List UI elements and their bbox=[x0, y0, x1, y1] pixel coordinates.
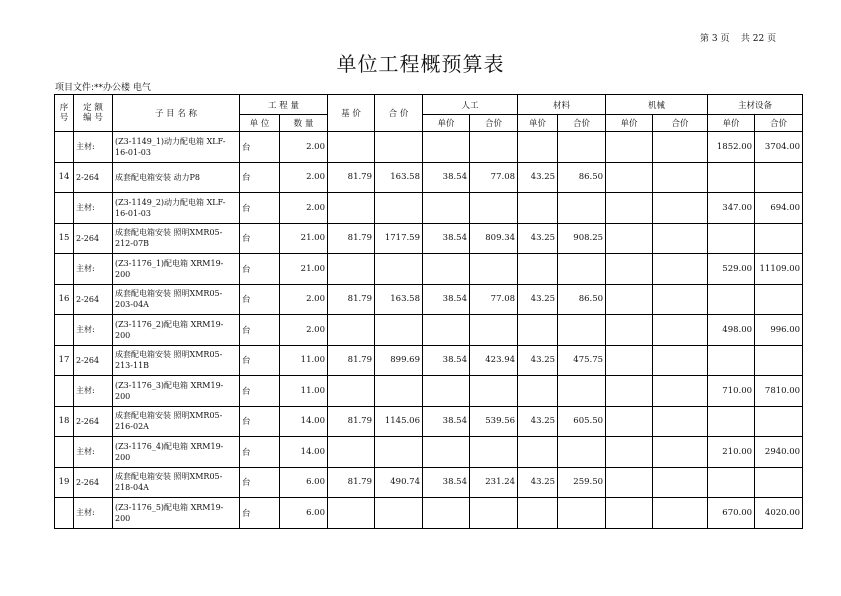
cell-total: 163.58 bbox=[375, 284, 423, 315]
cell-unit: 台 bbox=[240, 345, 280, 376]
cell-labor-total bbox=[470, 376, 518, 407]
cell-total bbox=[375, 132, 423, 163]
cell-machine-total bbox=[653, 223, 708, 254]
cell-labor-price bbox=[423, 254, 470, 285]
table-row bbox=[55, 254, 803, 285]
header-labor-total: 合价 bbox=[470, 115, 518, 132]
cell-labor-total bbox=[470, 315, 518, 346]
header-labor-price: 单价 bbox=[423, 115, 470, 132]
cell-material-total bbox=[558, 498, 606, 529]
cell-code: 主材: bbox=[74, 254, 113, 285]
cell-labor-total bbox=[470, 193, 518, 224]
cell-machine-price bbox=[606, 254, 653, 285]
cell-machine-price bbox=[606, 437, 653, 468]
cell-material-price: 43.25 bbox=[518, 162, 558, 193]
cell-labor-price: 38.54 bbox=[423, 467, 470, 498]
header-code-bottom: 编 号 bbox=[83, 113, 103, 123]
cell-labor-total: 809.34 bbox=[470, 223, 518, 254]
cell-machine-total bbox=[653, 132, 708, 163]
cell-seq: 15 bbox=[55, 223, 74, 254]
header-main-total: 合价 bbox=[755, 115, 803, 132]
cell-unit: 台 bbox=[240, 254, 280, 285]
header-labor: 人工 bbox=[423, 95, 518, 115]
cell-labor-price bbox=[423, 376, 470, 407]
cell-unit: 台 bbox=[240, 223, 280, 254]
cell-unit: 台 bbox=[240, 376, 280, 407]
cell-total: 163.58 bbox=[375, 162, 423, 193]
header-machine-total: 合价 bbox=[653, 115, 708, 132]
cell-main-price bbox=[708, 467, 755, 498]
cell-labor-price bbox=[423, 437, 470, 468]
cell-code: 主材: bbox=[74, 437, 113, 468]
cell-code: 2-264 bbox=[74, 345, 113, 376]
cell-base-price: 81.79 bbox=[328, 345, 375, 376]
header-machine-price: 单价 bbox=[606, 115, 653, 132]
cell-labor-total bbox=[470, 498, 518, 529]
header-material-total: 合价 bbox=[558, 115, 606, 132]
cell-labor-total: 231.24 bbox=[470, 467, 518, 498]
cell-machine-price bbox=[606, 162, 653, 193]
cell-material-price bbox=[518, 132, 558, 163]
cell-qty: 14.00 bbox=[280, 437, 328, 468]
cell-code: 主材: bbox=[74, 315, 113, 346]
header-code bbox=[74, 95, 113, 132]
header-material-price: 单价 bbox=[518, 115, 558, 132]
cell-material-total bbox=[558, 437, 606, 468]
cell-unit: 台 bbox=[240, 315, 280, 346]
cell-main-price bbox=[708, 284, 755, 315]
table-row bbox=[55, 498, 803, 529]
cell-main-price bbox=[708, 406, 755, 437]
cell-main-total: 7810.00 bbox=[755, 376, 803, 407]
cell-labor-price bbox=[423, 193, 470, 224]
cell-seq bbox=[55, 498, 74, 529]
cell-labor-price bbox=[423, 132, 470, 163]
cell-main-price: 529.00 bbox=[708, 254, 755, 285]
cell-code: 2-264 bbox=[74, 284, 113, 315]
cell-name: (Z3-1176_5)配电箱 XRM19-200 bbox=[113, 498, 240, 529]
cell-total bbox=[375, 315, 423, 346]
cell-main-price: 710.00 bbox=[708, 376, 755, 407]
cell-total bbox=[375, 193, 423, 224]
cell-labor-price: 38.54 bbox=[423, 345, 470, 376]
cell-labor-total: 539.56 bbox=[470, 406, 518, 437]
cell-main-price: 210.00 bbox=[708, 437, 755, 468]
cell-seq bbox=[55, 376, 74, 407]
cell-machine-total bbox=[653, 315, 708, 346]
cell-name: (Z3-1176_2)配电箱 XRM19-200 bbox=[113, 315, 240, 346]
cell-seq: 18 bbox=[55, 406, 74, 437]
cell-main-price: 498.00 bbox=[708, 315, 755, 346]
cell-code: 主材: bbox=[74, 132, 113, 163]
cell-code: 2-264 bbox=[74, 467, 113, 498]
cell-machine-total bbox=[653, 376, 708, 407]
cell-total bbox=[375, 376, 423, 407]
cell-labor-total: 423.94 bbox=[470, 345, 518, 376]
cell-material-total: 86.50 bbox=[558, 284, 606, 315]
cell-material-price: 43.25 bbox=[518, 406, 558, 437]
cell-seq: 19 bbox=[55, 467, 74, 498]
cell-total bbox=[375, 254, 423, 285]
cell-seq: 14 bbox=[55, 162, 74, 193]
cell-qty: 11.00 bbox=[280, 345, 328, 376]
cell-total: 490.74 bbox=[375, 467, 423, 498]
cell-qty: 14.00 bbox=[280, 406, 328, 437]
cell-material-total: 475.75 bbox=[558, 345, 606, 376]
cell-machine-total bbox=[653, 437, 708, 468]
header-seq-top: 序 bbox=[59, 103, 69, 113]
cell-labor-total bbox=[470, 254, 518, 285]
cell-base-price bbox=[328, 315, 375, 346]
header-qty-group: 工 程 量 bbox=[240, 95, 328, 115]
cell-machine-price bbox=[606, 132, 653, 163]
cell-code: 2-264 bbox=[74, 162, 113, 193]
cell-unit: 台 bbox=[240, 132, 280, 163]
cell-machine-price bbox=[606, 223, 653, 254]
page-title: 单位工程概预算表 bbox=[336, 52, 505, 76]
cell-unit: 台 bbox=[240, 193, 280, 224]
cell-material-total bbox=[558, 193, 606, 224]
header-qty: 数 量 bbox=[280, 115, 328, 132]
cell-qty: 6.00 bbox=[280, 467, 328, 498]
table-row bbox=[55, 345, 803, 376]
cell-name: 成套配电箱安装 照明XMR05-216-02A bbox=[113, 406, 240, 437]
cell-name: (Z3-1176_3)配电箱 XRM19-200 bbox=[113, 376, 240, 407]
cell-main-total bbox=[755, 406, 803, 437]
cell-main-total bbox=[755, 284, 803, 315]
cell-material-price bbox=[518, 254, 558, 285]
header-main-equip: 主材设备 bbox=[708, 95, 803, 115]
cell-qty: 6.00 bbox=[280, 498, 328, 529]
cell-material-total: 605.50 bbox=[558, 406, 606, 437]
cell-labor-price bbox=[423, 315, 470, 346]
cell-qty: 21.00 bbox=[280, 223, 328, 254]
cell-labor-total: 77.08 bbox=[470, 284, 518, 315]
cell-code: 主材: bbox=[74, 193, 113, 224]
cell-machine-total bbox=[653, 284, 708, 315]
cell-material-price bbox=[518, 437, 558, 468]
table-body bbox=[55, 132, 803, 529]
header-material: 材料 bbox=[518, 95, 606, 115]
cell-main-total: 4020.00 bbox=[755, 498, 803, 529]
cell-machine-total bbox=[653, 406, 708, 437]
cell-code: 主材: bbox=[74, 376, 113, 407]
cell-material-total bbox=[558, 132, 606, 163]
cell-machine-price bbox=[606, 376, 653, 407]
cell-labor-price: 38.54 bbox=[423, 284, 470, 315]
cell-main-total: 3704.00 bbox=[755, 132, 803, 163]
cell-machine-total bbox=[653, 254, 708, 285]
header-seq bbox=[55, 95, 74, 132]
header-code-top: 定 额 bbox=[83, 103, 103, 113]
table-row bbox=[55, 376, 803, 407]
cell-qty: 21.00 bbox=[280, 254, 328, 285]
cell-machine-total bbox=[653, 162, 708, 193]
cell-material-price: 43.25 bbox=[518, 467, 558, 498]
cell-machine-price bbox=[606, 284, 653, 315]
cell-qty: 2.00 bbox=[280, 315, 328, 346]
cell-material-price bbox=[518, 376, 558, 407]
cell-unit: 台 bbox=[240, 406, 280, 437]
cell-base-price bbox=[328, 254, 375, 285]
cell-seq bbox=[55, 193, 74, 224]
cell-machine-price bbox=[606, 406, 653, 437]
cell-base-price bbox=[328, 437, 375, 468]
cell-total: 899.69 bbox=[375, 345, 423, 376]
cell-total bbox=[375, 437, 423, 468]
cell-main-total bbox=[755, 345, 803, 376]
cell-labor-price bbox=[423, 498, 470, 529]
cell-seq bbox=[55, 254, 74, 285]
cell-material-total bbox=[558, 376, 606, 407]
cell-machine-price bbox=[606, 467, 653, 498]
cell-total bbox=[375, 498, 423, 529]
cell-seq: 16 bbox=[55, 284, 74, 315]
cell-seq bbox=[55, 437, 74, 468]
cell-main-total bbox=[755, 162, 803, 193]
cell-labor-total: 77.08 bbox=[470, 162, 518, 193]
cell-base-price bbox=[328, 498, 375, 529]
cell-unit: 台 bbox=[240, 162, 280, 193]
cell-base-price: 81.79 bbox=[328, 162, 375, 193]
cell-code: 主材: bbox=[74, 498, 113, 529]
header-base-price: 基 价 bbox=[328, 95, 375, 132]
cell-seq bbox=[55, 315, 74, 346]
cell-labor-total bbox=[470, 132, 518, 163]
cell-seq bbox=[55, 132, 74, 163]
cell-main-price bbox=[708, 223, 755, 254]
cell-main-price bbox=[708, 162, 755, 193]
cell-unit: 台 bbox=[240, 437, 280, 468]
cell-main-price: 1852.00 bbox=[708, 132, 755, 163]
cell-labor-price: 38.54 bbox=[423, 223, 470, 254]
cell-material-total: 908.25 bbox=[558, 223, 606, 254]
cell-machine-total bbox=[653, 467, 708, 498]
budget-table bbox=[54, 94, 803, 529]
cell-main-price bbox=[708, 345, 755, 376]
cell-main-total bbox=[755, 467, 803, 498]
cell-base-price: 81.79 bbox=[328, 223, 375, 254]
cell-main-total: 11109.00 bbox=[755, 254, 803, 285]
cell-total: 1145.06 bbox=[375, 406, 423, 437]
cell-qty: 2.00 bbox=[280, 284, 328, 315]
table-row bbox=[55, 284, 803, 315]
cell-labor-price: 38.54 bbox=[423, 406, 470, 437]
cell-machine-total bbox=[653, 193, 708, 224]
cell-labor-price: 38.54 bbox=[423, 162, 470, 193]
cell-unit: 台 bbox=[240, 284, 280, 315]
cell-main-total bbox=[755, 223, 803, 254]
cell-name: (Z3-1149_1)动力配电箱 XLF-16-01-03 bbox=[113, 132, 240, 163]
cell-main-total: 996.00 bbox=[755, 315, 803, 346]
project-file-label: 项目文件:**办公楼 电气 bbox=[55, 83, 151, 93]
cell-name: (Z3-1176_1)配电箱 XRM19-200 bbox=[113, 254, 240, 285]
cell-total: 1717.59 bbox=[375, 223, 423, 254]
cell-code: 2-264 bbox=[74, 223, 113, 254]
cell-main-price: 670.00 bbox=[708, 498, 755, 529]
cell-name: 成套配电箱安装 照明XMR05-212-07B bbox=[113, 223, 240, 254]
header-name: 子 目 名 称 bbox=[113, 95, 240, 132]
table-row bbox=[55, 223, 803, 254]
cell-qty: 2.00 bbox=[280, 132, 328, 163]
cell-base-price bbox=[328, 132, 375, 163]
cell-machine-price bbox=[606, 315, 653, 346]
cell-material-total bbox=[558, 315, 606, 346]
header-main-price: 单价 bbox=[708, 115, 755, 132]
cell-main-price: 347.00 bbox=[708, 193, 755, 224]
header-machine: 机械 bbox=[606, 95, 708, 115]
cell-material-price: 43.25 bbox=[518, 345, 558, 376]
cell-material-total: 259.50 bbox=[558, 467, 606, 498]
table-row bbox=[55, 315, 803, 346]
cell-name: 成套配电箱安装 动力P8 bbox=[113, 162, 240, 193]
cell-material-price bbox=[518, 498, 558, 529]
table-row bbox=[55, 406, 803, 437]
cell-machine-price bbox=[606, 498, 653, 529]
cell-machine-price bbox=[606, 345, 653, 376]
cell-unit: 台 bbox=[240, 467, 280, 498]
cell-name: (Z3-1149_2)动力配电箱 XLF-16-01-03 bbox=[113, 193, 240, 224]
cell-material-total: 86.50 bbox=[558, 162, 606, 193]
cell-code: 2-264 bbox=[74, 406, 113, 437]
table-row bbox=[55, 162, 803, 193]
cell-material-price: 43.25 bbox=[518, 284, 558, 315]
cell-qty: 2.00 bbox=[280, 193, 328, 224]
table-row bbox=[55, 467, 803, 498]
header-unit: 单 位 bbox=[240, 115, 280, 132]
cell-unit: 台 bbox=[240, 498, 280, 529]
cell-name: 成套配电箱安装 照明XMR05-213-11B bbox=[113, 345, 240, 376]
cell-base-price bbox=[328, 193, 375, 224]
cell-name: (Z3-1176_4)配电箱 XRM19-200 bbox=[113, 437, 240, 468]
table-row bbox=[55, 437, 803, 468]
table-row bbox=[55, 193, 803, 224]
cell-name: 成套配电箱安装 照明XMR05-218-04A bbox=[113, 467, 240, 498]
cell-machine-total bbox=[653, 345, 708, 376]
table-row bbox=[55, 132, 803, 163]
cell-material-price: 43.25 bbox=[518, 223, 558, 254]
cell-machine-total bbox=[653, 498, 708, 529]
cell-base-price: 81.79 bbox=[328, 284, 375, 315]
cell-base-price: 81.79 bbox=[328, 467, 375, 498]
page-number: 第 3 页 共 22 页 bbox=[700, 34, 777, 44]
cell-main-total: 694.00 bbox=[755, 193, 803, 224]
cell-material-total bbox=[558, 254, 606, 285]
cell-name: 成套配电箱安装 照明XMR05-203-04A bbox=[113, 284, 240, 315]
cell-main-total: 2940.00 bbox=[755, 437, 803, 468]
cell-labor-total bbox=[470, 437, 518, 468]
cell-seq: 17 bbox=[55, 345, 74, 376]
cell-qty: 11.00 bbox=[280, 376, 328, 407]
cell-base-price: 81.79 bbox=[328, 406, 375, 437]
cell-base-price bbox=[328, 376, 375, 407]
header-seq-bottom: 号 bbox=[59, 113, 69, 123]
cell-machine-price bbox=[606, 193, 653, 224]
cell-material-price bbox=[518, 193, 558, 224]
cell-material-price bbox=[518, 315, 558, 346]
cell-qty: 2.00 bbox=[280, 162, 328, 193]
header-total: 合 价 bbox=[375, 95, 423, 132]
